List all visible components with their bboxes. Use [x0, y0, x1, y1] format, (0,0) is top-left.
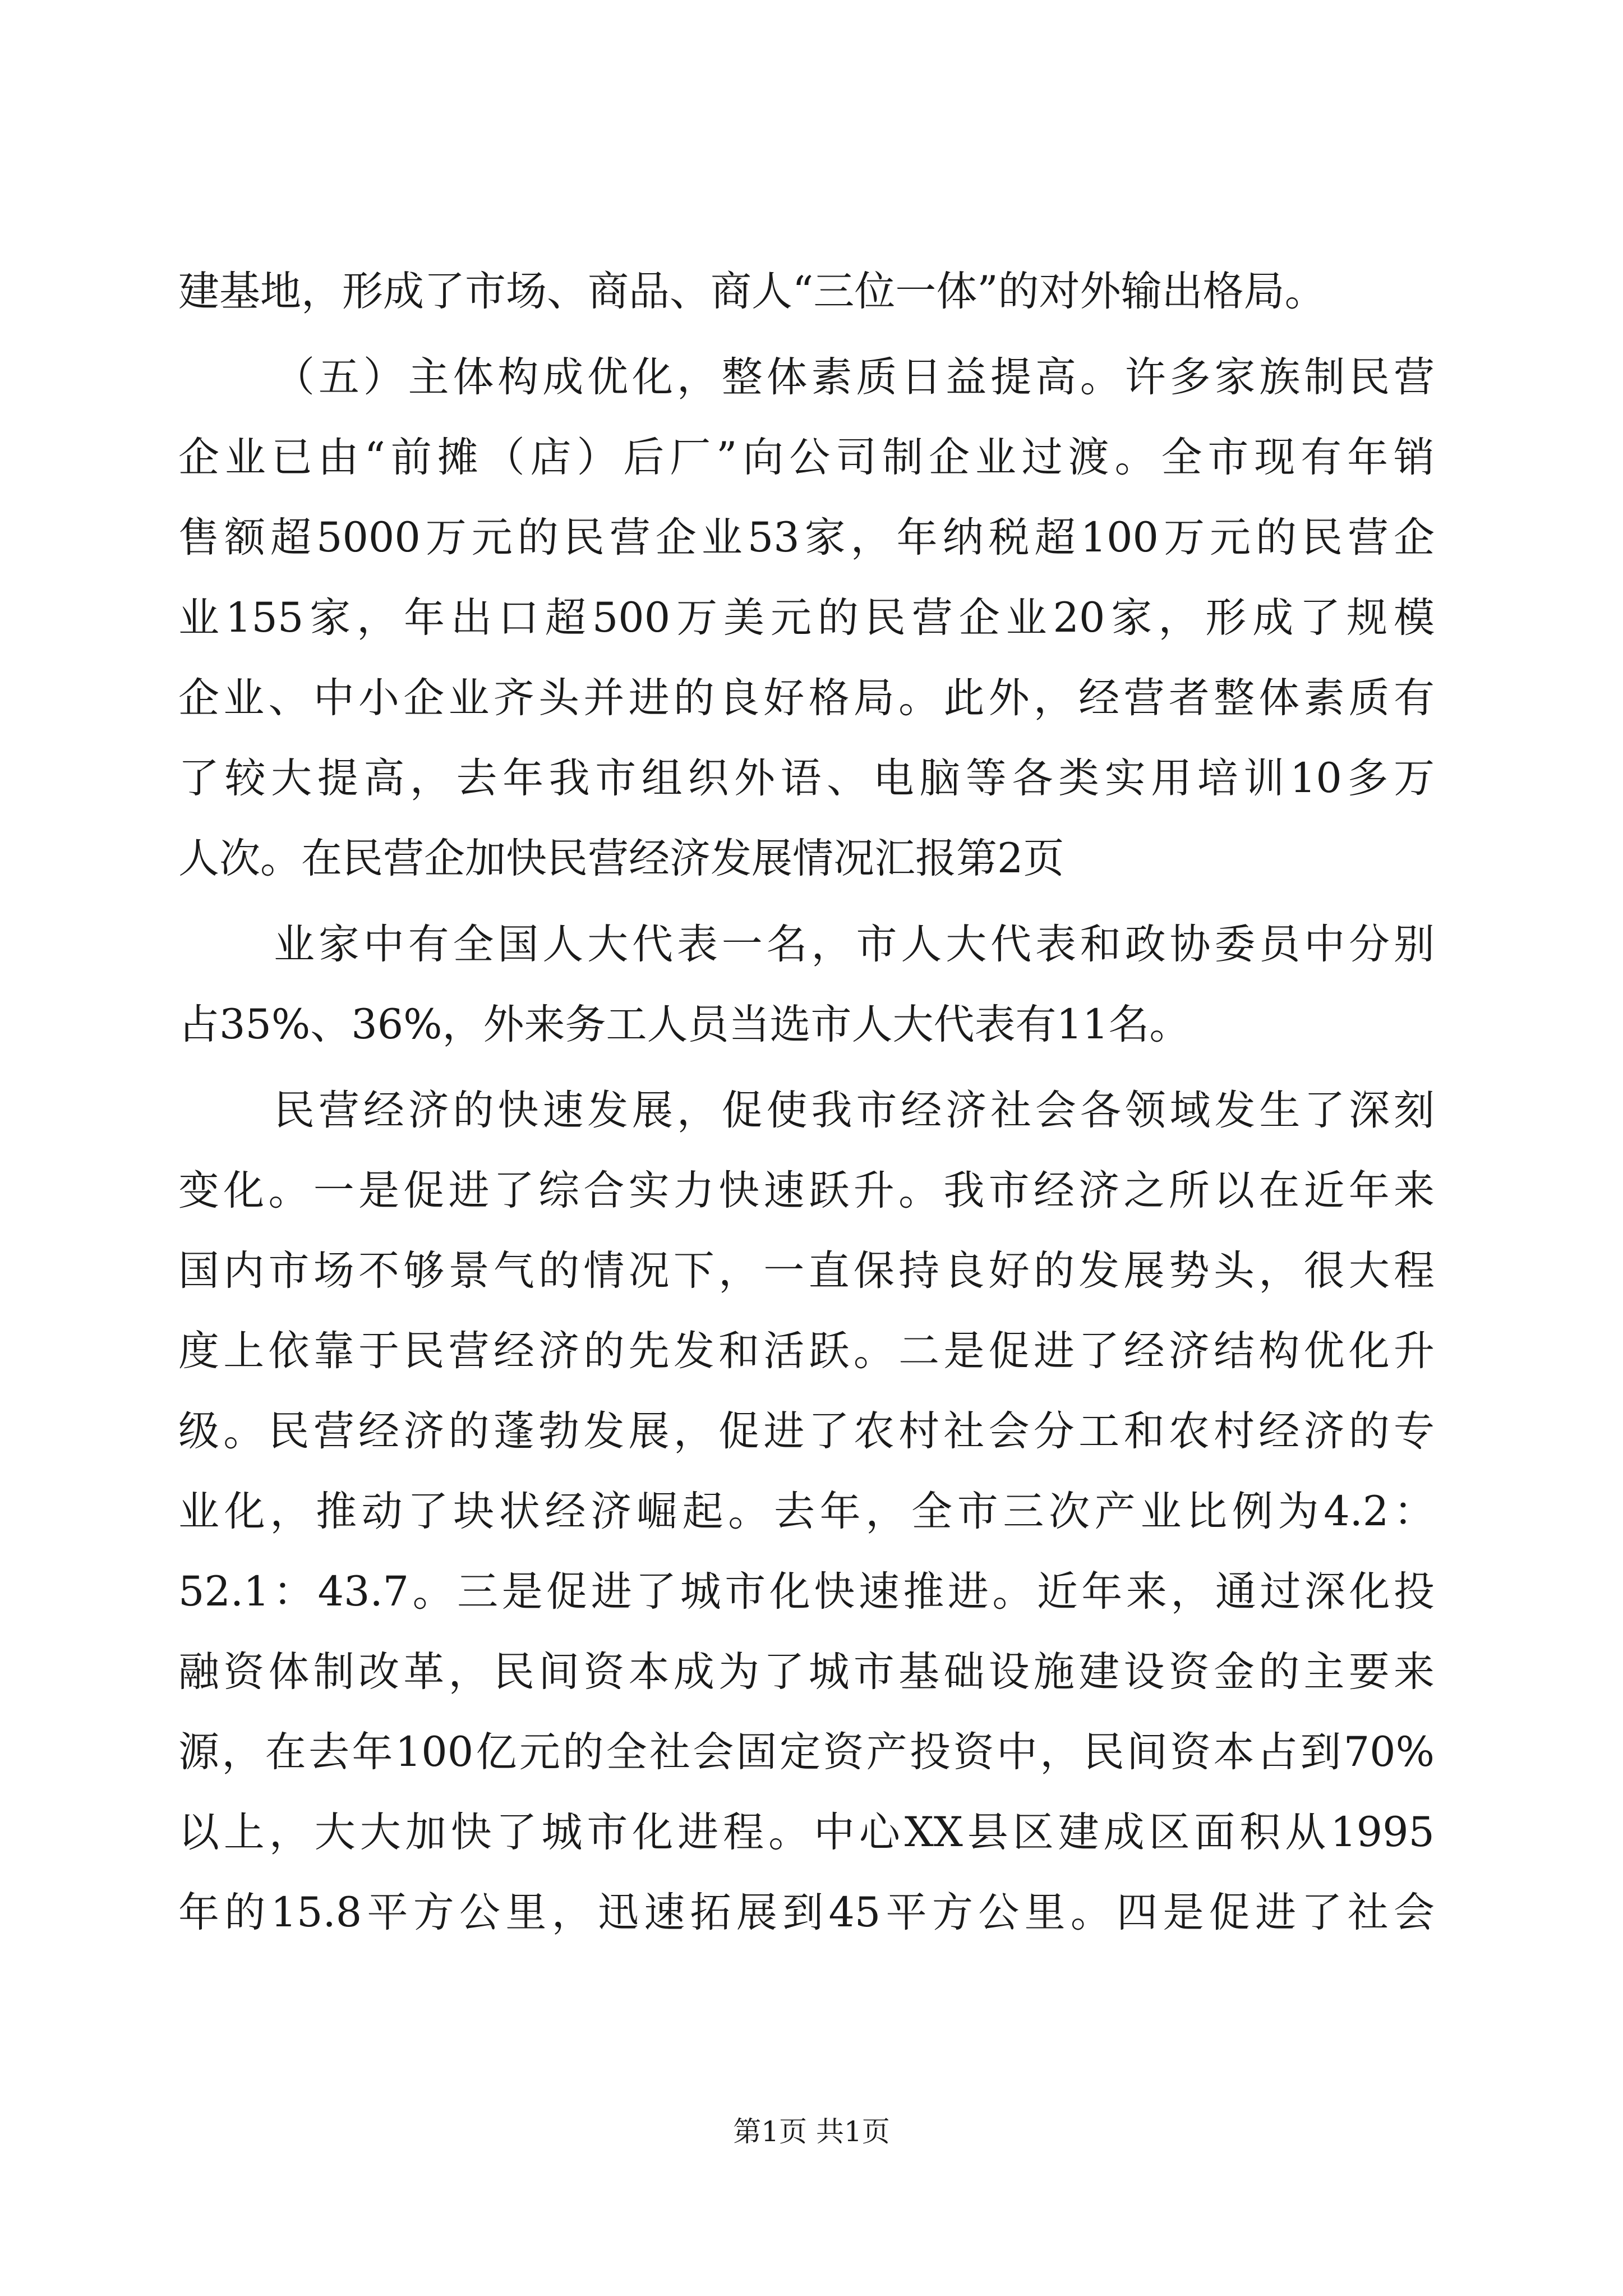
paragraph-line-12: 变化。一是促进了综合实力快速跃升。我市经济之所以在近年来 [178, 1167, 1435, 1214]
paragraph-line-13: 国内市场不够景气的情况下，一直保持良好的发展势头，很大程 [178, 1247, 1435, 1295]
paragraph-line-15: 级。民营经济的蓬勃发展，促进了农村社会分工和农村经济的专 [178, 1407, 1435, 1455]
paragraph-line-3: 企业已由“前摊（店）后厂”向公司制企业过渡。全市现有年销 [178, 434, 1435, 481]
paragraph-line-8: 人次。在民营企加快民营经济发展情况汇报第2页 [178, 835, 1064, 882]
paragraph-line-5: 业155家，年出口超500万美元的民营企业20家，形成了规模 [178, 594, 1435, 642]
paragraph-line-6: 企业、中小企业齐头并进的良好格局。此外，经营者整体素质有 [178, 674, 1435, 722]
paragraph-line-10: 占35%、36%，外来务工人员当选市人大代表有11名。 [178, 1001, 1191, 1048]
paragraph-line-21: 年的15.8平方公里，迅速拓展到45平方公里。四是促进了社会 [178, 1889, 1435, 1936]
paragraph-line-16: 业化，推动了块状经济崛起。去年，全市三次产业比例为4.2： [178, 1488, 1435, 1535]
paragraph-line-9: 业家中有全国人大代表一名，市人大代表和政协委员中分别 [274, 921, 1435, 968]
paragraph-line-20: 以上，大大加快了城市化进程。中心XX县区建成区面积从1995 [178, 1809, 1435, 1856]
paragraph-line-14: 度上依靠于民营经济的先发和活跃。二是促进了经济结构优化升 [178, 1327, 1435, 1375]
paragraph-line-1: 建基地，形成了市场、商品、商人“三位一体”的对外输出格局。 [178, 268, 1326, 315]
paragraph-line-17: 52.1：43.7。三是促进了城市化快速推进。近年来，通过深化投 [178, 1568, 1435, 1616]
paragraph-line-19: 源，在去年100亿元的全社会固定资产投资中，民间资本占到70% [178, 1728, 1435, 1776]
page-footer: 第1页 共1页 [733, 2115, 890, 2148]
paragraph-line-4: 售额超5000万元的民营企业53家，年纳税超100万元的民营企 [178, 514, 1435, 562]
paragraph-line-7: 了较大提高，去年我市组织外语、电脑等各类实用培训10多万 [178, 754, 1435, 802]
paragraph-line-18: 融资体制改革，民间资本成为了城市基础设施建设资金的主要来 [178, 1648, 1435, 1696]
paragraph-line-11: 民营经济的快速发展，促使我市经济社会各领域发生了深刻 [274, 1087, 1435, 1134]
paragraph-line-2: （五）主体构成优化，整体素质日益提高。许多家族制民营 [274, 353, 1435, 401]
